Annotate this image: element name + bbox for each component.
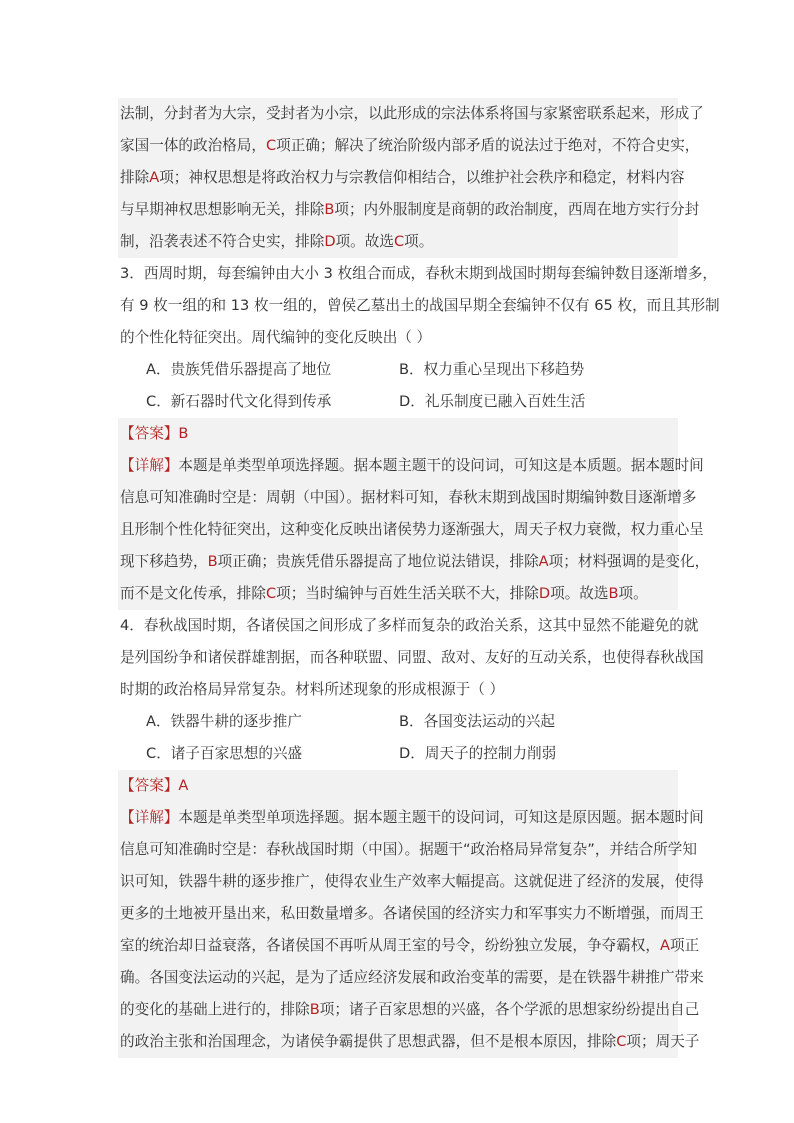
text-segment: 项；神权思想是将政治权力与宗教信仰相结合，以维护社会秩序和稳定，材料内容	[159, 169, 685, 186]
text-segment: 制，沿袭表述不符合史实，排除	[120, 233, 325, 250]
text-segment: 项；材料强调的是变化，	[548, 553, 710, 570]
q2-analysis-line	[118, 162, 685, 194]
text-segment: 项；当时编钟与百姓生活关联不大，排除	[276, 585, 539, 602]
q3-answer	[118, 418, 678, 450]
highlighted-text: A	[538, 553, 549, 570]
q4-analysis-line	[118, 994, 700, 1026]
q2-analysis-line	[118, 98, 704, 130]
q4-analysis-line	[118, 898, 704, 930]
q4-option-b: B．各国变法运动的兴起	[399, 713, 555, 730]
q3-options-row	[118, 354, 678, 386]
q4-options-row	[118, 738, 678, 770]
text-segment: 信息可知准确时空是：周朝（中国）。据材料可知，春秋末期到战国时期编钟数目逐渐增多	[120, 489, 697, 506]
text-segment: 的政治主张和治国理念，为诸侯争霸提供了思想武器，但不是根本原因，排除	[120, 1033, 617, 1050]
q4-stem-line: 4．春秋战国时期，各诸侯国之间形成了多样而复杂的政治关系，这其中显然不能避免的就	[120, 617, 699, 634]
q3-analysis-line	[118, 578, 678, 610]
q4-stem-line: 时期的政治格局异常复杂。材料所述现象的形成根源于（ ）	[120, 681, 505, 698]
answer-label: 【答案】	[120, 777, 179, 794]
text-segment: 项。	[404, 233, 434, 250]
text-segment: 项正确；解决了统治阶级内部矛盾的说法过于绝对，不符合史实，	[276, 137, 700, 154]
q4-option-c: C．诸子百家思想的兴盛	[146, 745, 303, 762]
highlighted-text: C	[616, 1033, 627, 1050]
q3-analysis-line	[118, 450, 704, 482]
q4-analysis-line	[118, 834, 697, 866]
text-segment: 项。	[618, 585, 648, 602]
text-segment: 项；周天子	[626, 1033, 700, 1050]
text-segment: 且形制个性化特征突出，这种变化反映出诸侯势力逐渐强大，周天子权力衰微，权力重心呈	[120, 521, 704, 538]
answer-value: A	[178, 777, 189, 794]
text-segment: 项；内外服制度是商朝的政治制度，西周在地方实行分封	[334, 201, 700, 218]
text-segment: 室的统治却日益衰落，各诸侯国不再听从周王室的号令，纷纷独立发展，争夺霸权，	[120, 937, 660, 954]
q3-analysis-line	[118, 514, 704, 546]
answer-value: B	[178, 425, 189, 442]
q4-options-row	[118, 706, 678, 738]
highlighted-text: B	[207, 553, 218, 570]
q4-option-a: A．铁器牛耕的逐步推广	[146, 713, 302, 730]
q3-option-a: A．贵族凭借乐器提高了地位	[146, 361, 332, 378]
q4-analysis-line	[118, 802, 704, 834]
text-segment: 识可知，铁器牛耕的逐步推广，使得农业生产效率大幅提高。这就促进了经济的发展，使得	[120, 873, 704, 890]
highlighted-text: A	[659, 937, 670, 954]
q4-answer-block	[118, 770, 704, 1058]
text-segment: 家国一体的政治格局，	[120, 137, 266, 154]
text-segment: 与早期神权思想影响无关，排除	[120, 201, 325, 218]
text-segment: 本题是单类型单项选择题。据本题主题干的设问词，可知这是原因题。据本题时间	[178, 809, 704, 826]
text-segment: 更多的土地被开垦出来，私田数量增多。各诸侯国的经济实力和军事实力不断增强，而周王	[120, 905, 704, 922]
q2-analysis-line	[118, 130, 700, 162]
highlighted-text: 【详解】	[120, 457, 179, 474]
q4-option-d: D．周天子的控制力削弱	[399, 745, 557, 762]
q2-analysis-line	[118, 194, 700, 226]
q3-stem-line: 有 9 枚一组的和 13 枚一组的，曾侯乙墓出土的战国早期全套编钟不仅有 65 枚，而且其形制	[120, 297, 720, 314]
q4-analysis-line	[118, 962, 704, 994]
q4-stem-line: 是列国纷争和诸侯群雄割据，而各种联盟、同盟、敌对、友好的互动关系，也使得春秋战国	[120, 649, 704, 666]
q3-analysis-line	[118, 482, 697, 514]
q3-option-b: B．权力重心呈现出下移趋势	[399, 361, 585, 378]
highlighted-text: B	[608, 585, 619, 602]
highlighted-text: C	[265, 585, 277, 602]
highlighted-text: D	[538, 585, 551, 602]
text-segment: 的变化的基础上进行的，排除	[120, 1001, 310, 1018]
highlighted-text: B	[309, 1001, 320, 1018]
page-content	[118, 98, 720, 1058]
q3-stem-line: 的个性化特征突出。周代编钟的变化反映出（ ）	[120, 329, 432, 346]
text-segment: 确。各国变法运动的兴起，是为了适应经济发展和政治变革的需要，是在铁器牛耕推广带来	[120, 969, 704, 986]
text-segment: 而不是文化传承，排除	[120, 585, 266, 602]
text-segment: 本题是单类型单项选择题。据本题主题干的设问词，可知这是本质题。据本题时间	[178, 457, 704, 474]
highlighted-text: 【详解】	[120, 809, 179, 826]
q3-answer-block	[118, 418, 710, 610]
question-4	[118, 610, 704, 1058]
q4-analysis-line	[118, 1026, 700, 1058]
text-segment: 信息可知准确时空是：春秋战国时期（中国）。据题干“政治格局异常复杂”，并结合所学知	[120, 841, 697, 858]
q2-analysis	[118, 98, 704, 258]
highlighted-text: D	[324, 233, 336, 250]
text-segment: 项正	[669, 937, 700, 954]
q3-options-row	[118, 386, 678, 418]
text-segment: 项；诸子百家思想的兴盛，各个学派的思想家纷纷提出自己	[319, 1001, 700, 1018]
q4-analysis-line	[118, 866, 704, 898]
q3-option-d: D．礼乐制度已融入百姓生活	[399, 393, 586, 410]
highlighted-text: C	[265, 137, 277, 154]
text-segment: 现下移趋势，	[120, 553, 208, 570]
q3-analysis-line	[118, 546, 710, 578]
q3-option-c: C．新石器时代文化得到传承	[146, 393, 332, 410]
text-segment: 项正确；贵族凭借乐器提高了地位说法错误，排除	[217, 553, 539, 570]
highlighted-text: B	[324, 201, 335, 218]
text-segment: 项。故选	[335, 233, 394, 250]
text-segment: 排除	[120, 169, 150, 186]
highlighted-text: A	[149, 169, 160, 186]
text-segment: 项。故选	[550, 585, 609, 602]
answer-label: 【答案】	[120, 425, 179, 442]
q3-stem-line: 3．西周时期，每套编钟由大小 3 枚组合而成，春秋末期到战国时期每套编钟数目逐渐增多，	[120, 265, 718, 282]
q4-analysis-line	[118, 930, 700, 962]
text-segment: 法制，分封者为大宗，受封者为小宗，以此形成的宗法体系将国与家紧密联系起来，形成了	[120, 105, 704, 122]
highlighted-text: C	[393, 233, 405, 250]
q4-answer	[118, 770, 678, 802]
question-3	[118, 258, 720, 610]
q2-analysis-line	[118, 226, 678, 258]
